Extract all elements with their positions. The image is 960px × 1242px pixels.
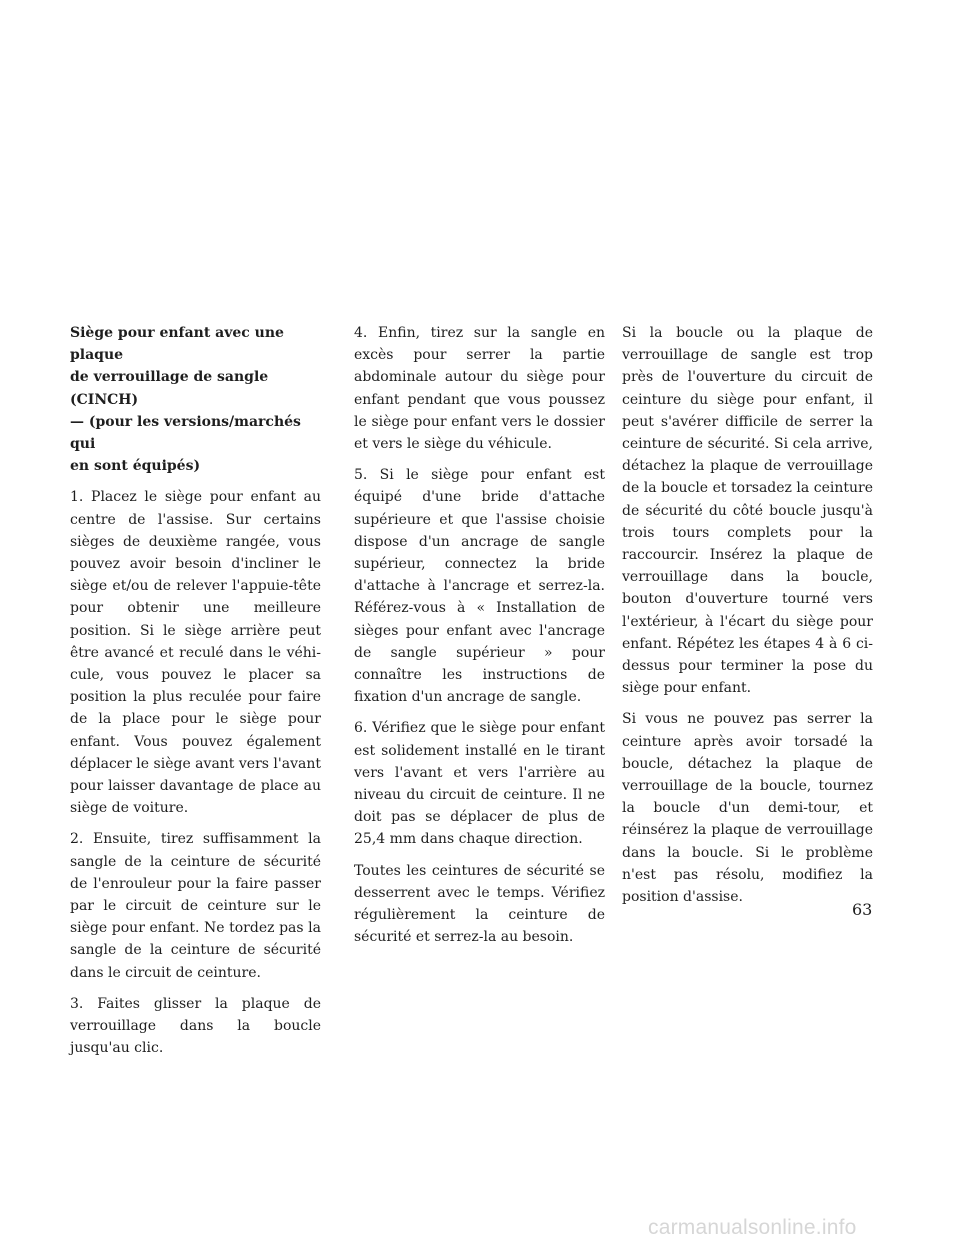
section-heading xyxy=(70,322,321,477)
step-2-paragraph: 2. Ensuite, tirez suffisamment la sangle de la ceinture de sécurité de l'enrouleur pour la faire passer par le circuit de ceinture sur le siège pour enfant. Ne tordez pas la sangle de la ceinture de sécurité dans le circuit de ceinture. xyxy=(70,831,321,981)
section-heading-line: en sont équipés) xyxy=(70,458,201,475)
step-4-paragraph: 4. Enfin, tirez sur la sangle en excès pour serrer la partie abdominale autour du siège pour enfant pendant que vous poussez le siège pour enfant vers le dossier et vers le siège du véhicule. xyxy=(354,325,605,453)
text-column-middle xyxy=(354,322,605,957)
buckle-twist-paragraph: Si la boucle ou la plaque de verrouillage de sangle est trop près de l'ouverture du circuit de ceinture du siège pour enfant, il peut s'avérer difficile de serrer la ceinture de sécurité. Si cela arrive, détachez la plaque de verrouillage de la boucle et torsadez la ceinture de sécurité du côté boucle jusqu'à trois tours complets pour la raccourcir. Insérez la plaque de verrouillage dans la boucle, bouton d'ouverture tourné vers l'extérieur, à l'écart du siège pour enfant. Répétez les étapes 4 à 6 ci-dessus pour terminer la pose du siège pour enfant. xyxy=(622,325,873,697)
step-6-paragraph: 6. Vérifiez que le siège pour enfant est solidement installé en le tirant vers l'avant et vers l'arrière au niveau du circuit de ceinture. Il ne doit pas se déplacer de plus de 25,4 mm dans chaque direction. xyxy=(354,720,605,848)
page-number: 63 xyxy=(852,900,873,919)
section-heading-line: Siège pour enfant avec une plaque xyxy=(70,325,284,364)
section-heading-line: de verrouillage de sangle (CINCH) xyxy=(70,369,269,408)
belt-loosening-note: Toutes les ceintures de sécurité se desserrent avec le temps. Vérifiez régulièrement la ceinture de sécurité et serrez-la au besoin. xyxy=(354,862,605,946)
step-5-paragraph: 5. Si le siège pour enfant est équipé d'une bride d'attache supérieure et que l'assise choisie dispose d'un ancrage de sangle supérieur, connectez la bride d'attache à l'ancrage et serrez-la. Référez-vous à « Installation de sièges pour enfant avec l'ancrage de sangle supérieur » pour connaître les instructions de fixation d'un ancrage de sangle. xyxy=(354,467,605,706)
buckle-reinsert-paragraph: Si vous ne pouvez pas serrer la ceinture après avoir torsadé la boucle, détachez la plaque de verrouillage de la boucle, tournez la boucle d'un demi-tour, et réinsérez la plaque de verrouillage dans la boucle. Si le problème n'est pas résolu, modifiez la position d'assise. xyxy=(622,711,873,906)
text-column-left xyxy=(70,322,321,1069)
watermark-text: carmanualsonline.info xyxy=(648,1216,857,1239)
section-heading-line: — (pour les versions/marchés qui xyxy=(70,413,301,453)
text-column-right xyxy=(622,322,873,917)
step-3-paragraph: 3. Faites glisser la plaque de verrouillage dans la boucle jusqu'au clic. xyxy=(70,995,321,1057)
step-1-paragraph: 1. Placez le siège pour enfant au centre de l'assise. Sur certains sièges de deuxième rangée, vous pouvez avoir besoin d'incliner le siège et/ou de relever l'appuie-tête pour obtenir une meilleure position. Si le siège arrière peut être avancé et reculé dans le véhicule, vous pouvez le placer sa position la plus reculée pour faire de la place pour le siège pour enfant. Vous pouvez également déplacer le siège avant vers l'avant pour laisser davantage de place au siège de voiture. xyxy=(70,489,321,817)
